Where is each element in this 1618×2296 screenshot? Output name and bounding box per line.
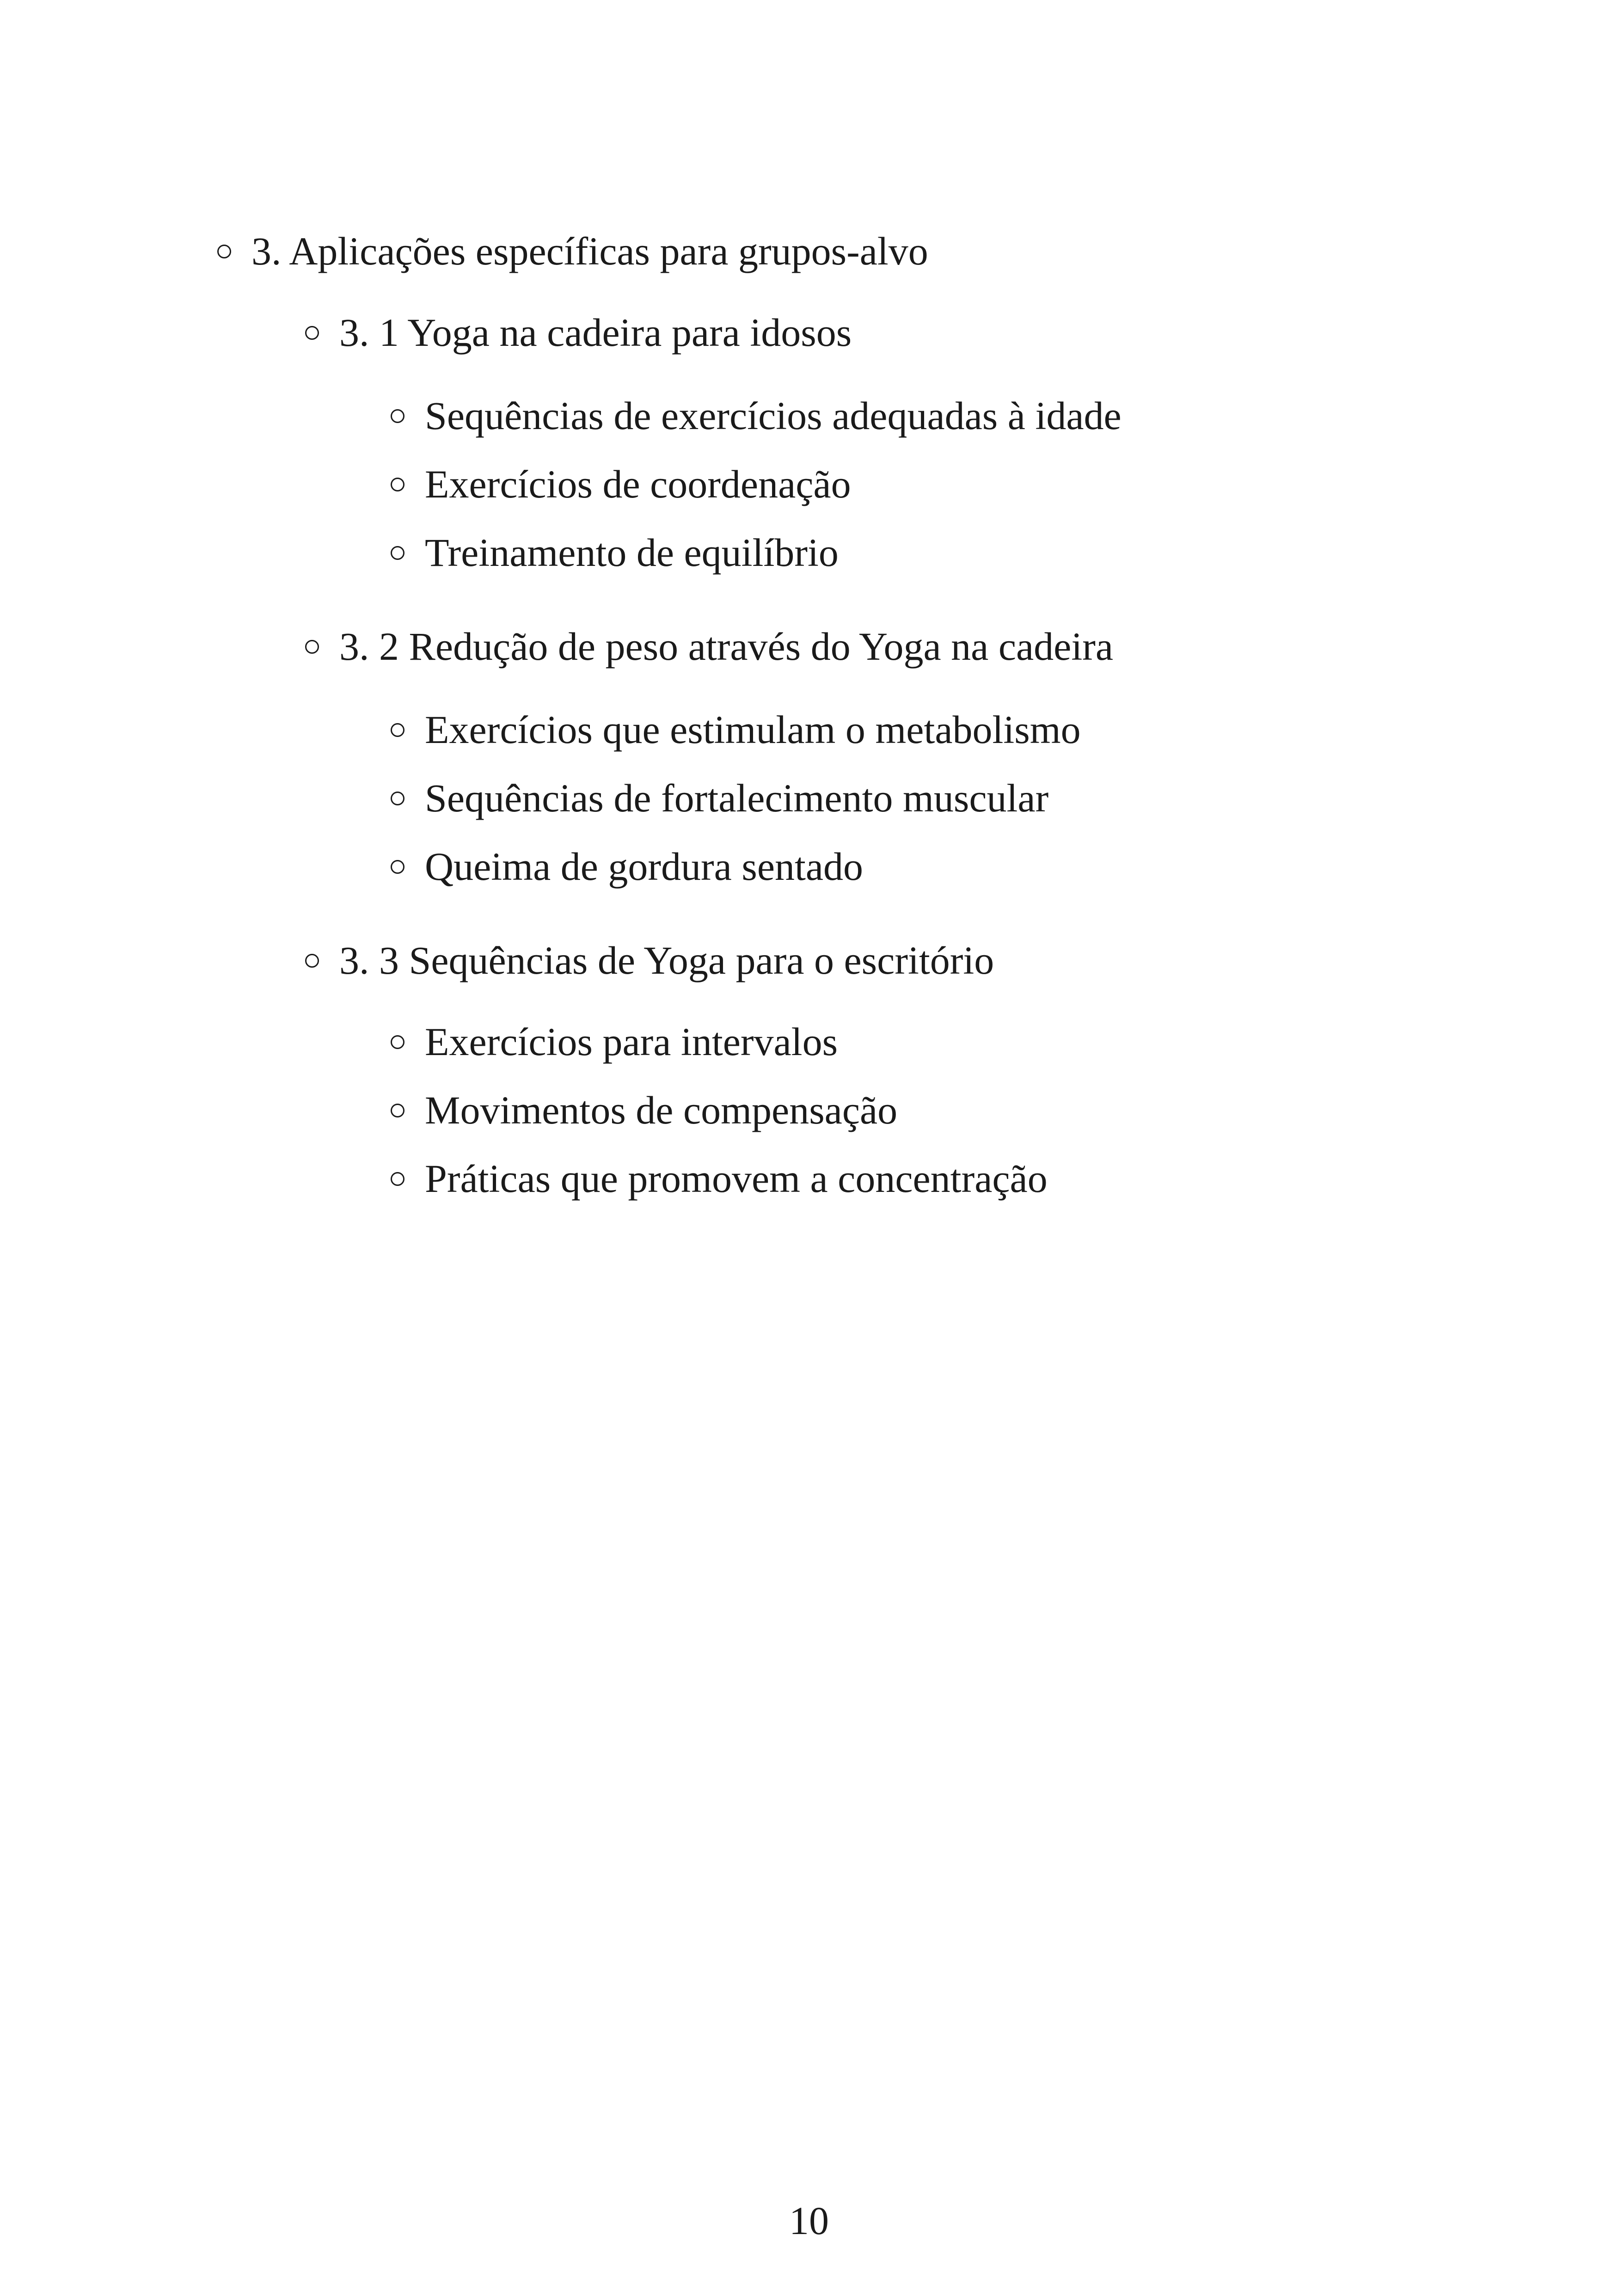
hollow-circle-bullet-icon: [391, 723, 404, 737]
subsection-heading-text: 3. 2 Redução de peso através do Yoga na cadeira: [339, 624, 1114, 669]
subsection-heading-text: 3. 3 Sequências de Yoga para o escritório: [339, 938, 994, 982]
list-item: [391, 530, 839, 575]
hollow-circle-bullet-icon: [391, 860, 404, 874]
list-item-text: Movimentos de compensação: [425, 1088, 898, 1132]
list-item: [391, 464, 851, 504]
list-item-text: Práticas que promovem a concentração: [425, 1156, 1048, 1201]
list-item: [391, 393, 1122, 438]
hollow-circle-bullet-icon: [391, 792, 404, 805]
list-item-text: Treinamento de equilíbrio: [425, 530, 839, 575]
subsection-heading-text: 3. 1 Yoga na cadeira para idosos: [339, 310, 852, 355]
list-item: [391, 844, 864, 889]
list-item: [391, 1090, 897, 1130]
list-item-text: Exercícios de coordenação: [425, 462, 851, 506]
hollow-circle-bullet-icon: [217, 245, 231, 258]
list-item: [391, 1156, 1048, 1201]
list-item-text: Exercícios que estimulam o metabolismo: [425, 707, 1081, 752]
subsection-heading: [305, 940, 994, 980]
section-heading-text: 3. Aplicações específicas para grupos-alvo: [251, 229, 928, 273]
hollow-circle-bullet-icon: [391, 1172, 404, 1186]
hollow-circle-bullet-icon: [391, 1035, 404, 1049]
subsection-heading: [305, 310, 852, 355]
list-item-text: Queima de gordura sentado: [425, 844, 864, 889]
section-heading: [217, 231, 928, 271]
hollow-circle-bullet-icon: [391, 478, 404, 491]
list-item-text: Sequências de fortalecimento muscular: [425, 776, 1049, 820]
hollow-circle-bullet-icon: [305, 640, 319, 654]
hollow-circle-bullet-icon: [305, 326, 319, 340]
list-item-text: Sequências de exercícios adequadas à idade: [425, 393, 1122, 438]
page-number: 10: [789, 2198, 829, 2243]
hollow-circle-bullet-icon: [305, 954, 319, 968]
list-item: [391, 707, 1081, 752]
hollow-circle-bullet-icon: [391, 409, 404, 423]
list-item: [391, 778, 1048, 818]
subsection-heading: [305, 624, 1114, 669]
hollow-circle-bullet-icon: [391, 1104, 404, 1117]
list-item: [391, 1019, 838, 1064]
hollow-circle-bullet-icon: [391, 546, 404, 560]
list-item-text: Exercícios para intervalos: [425, 1019, 838, 1064]
